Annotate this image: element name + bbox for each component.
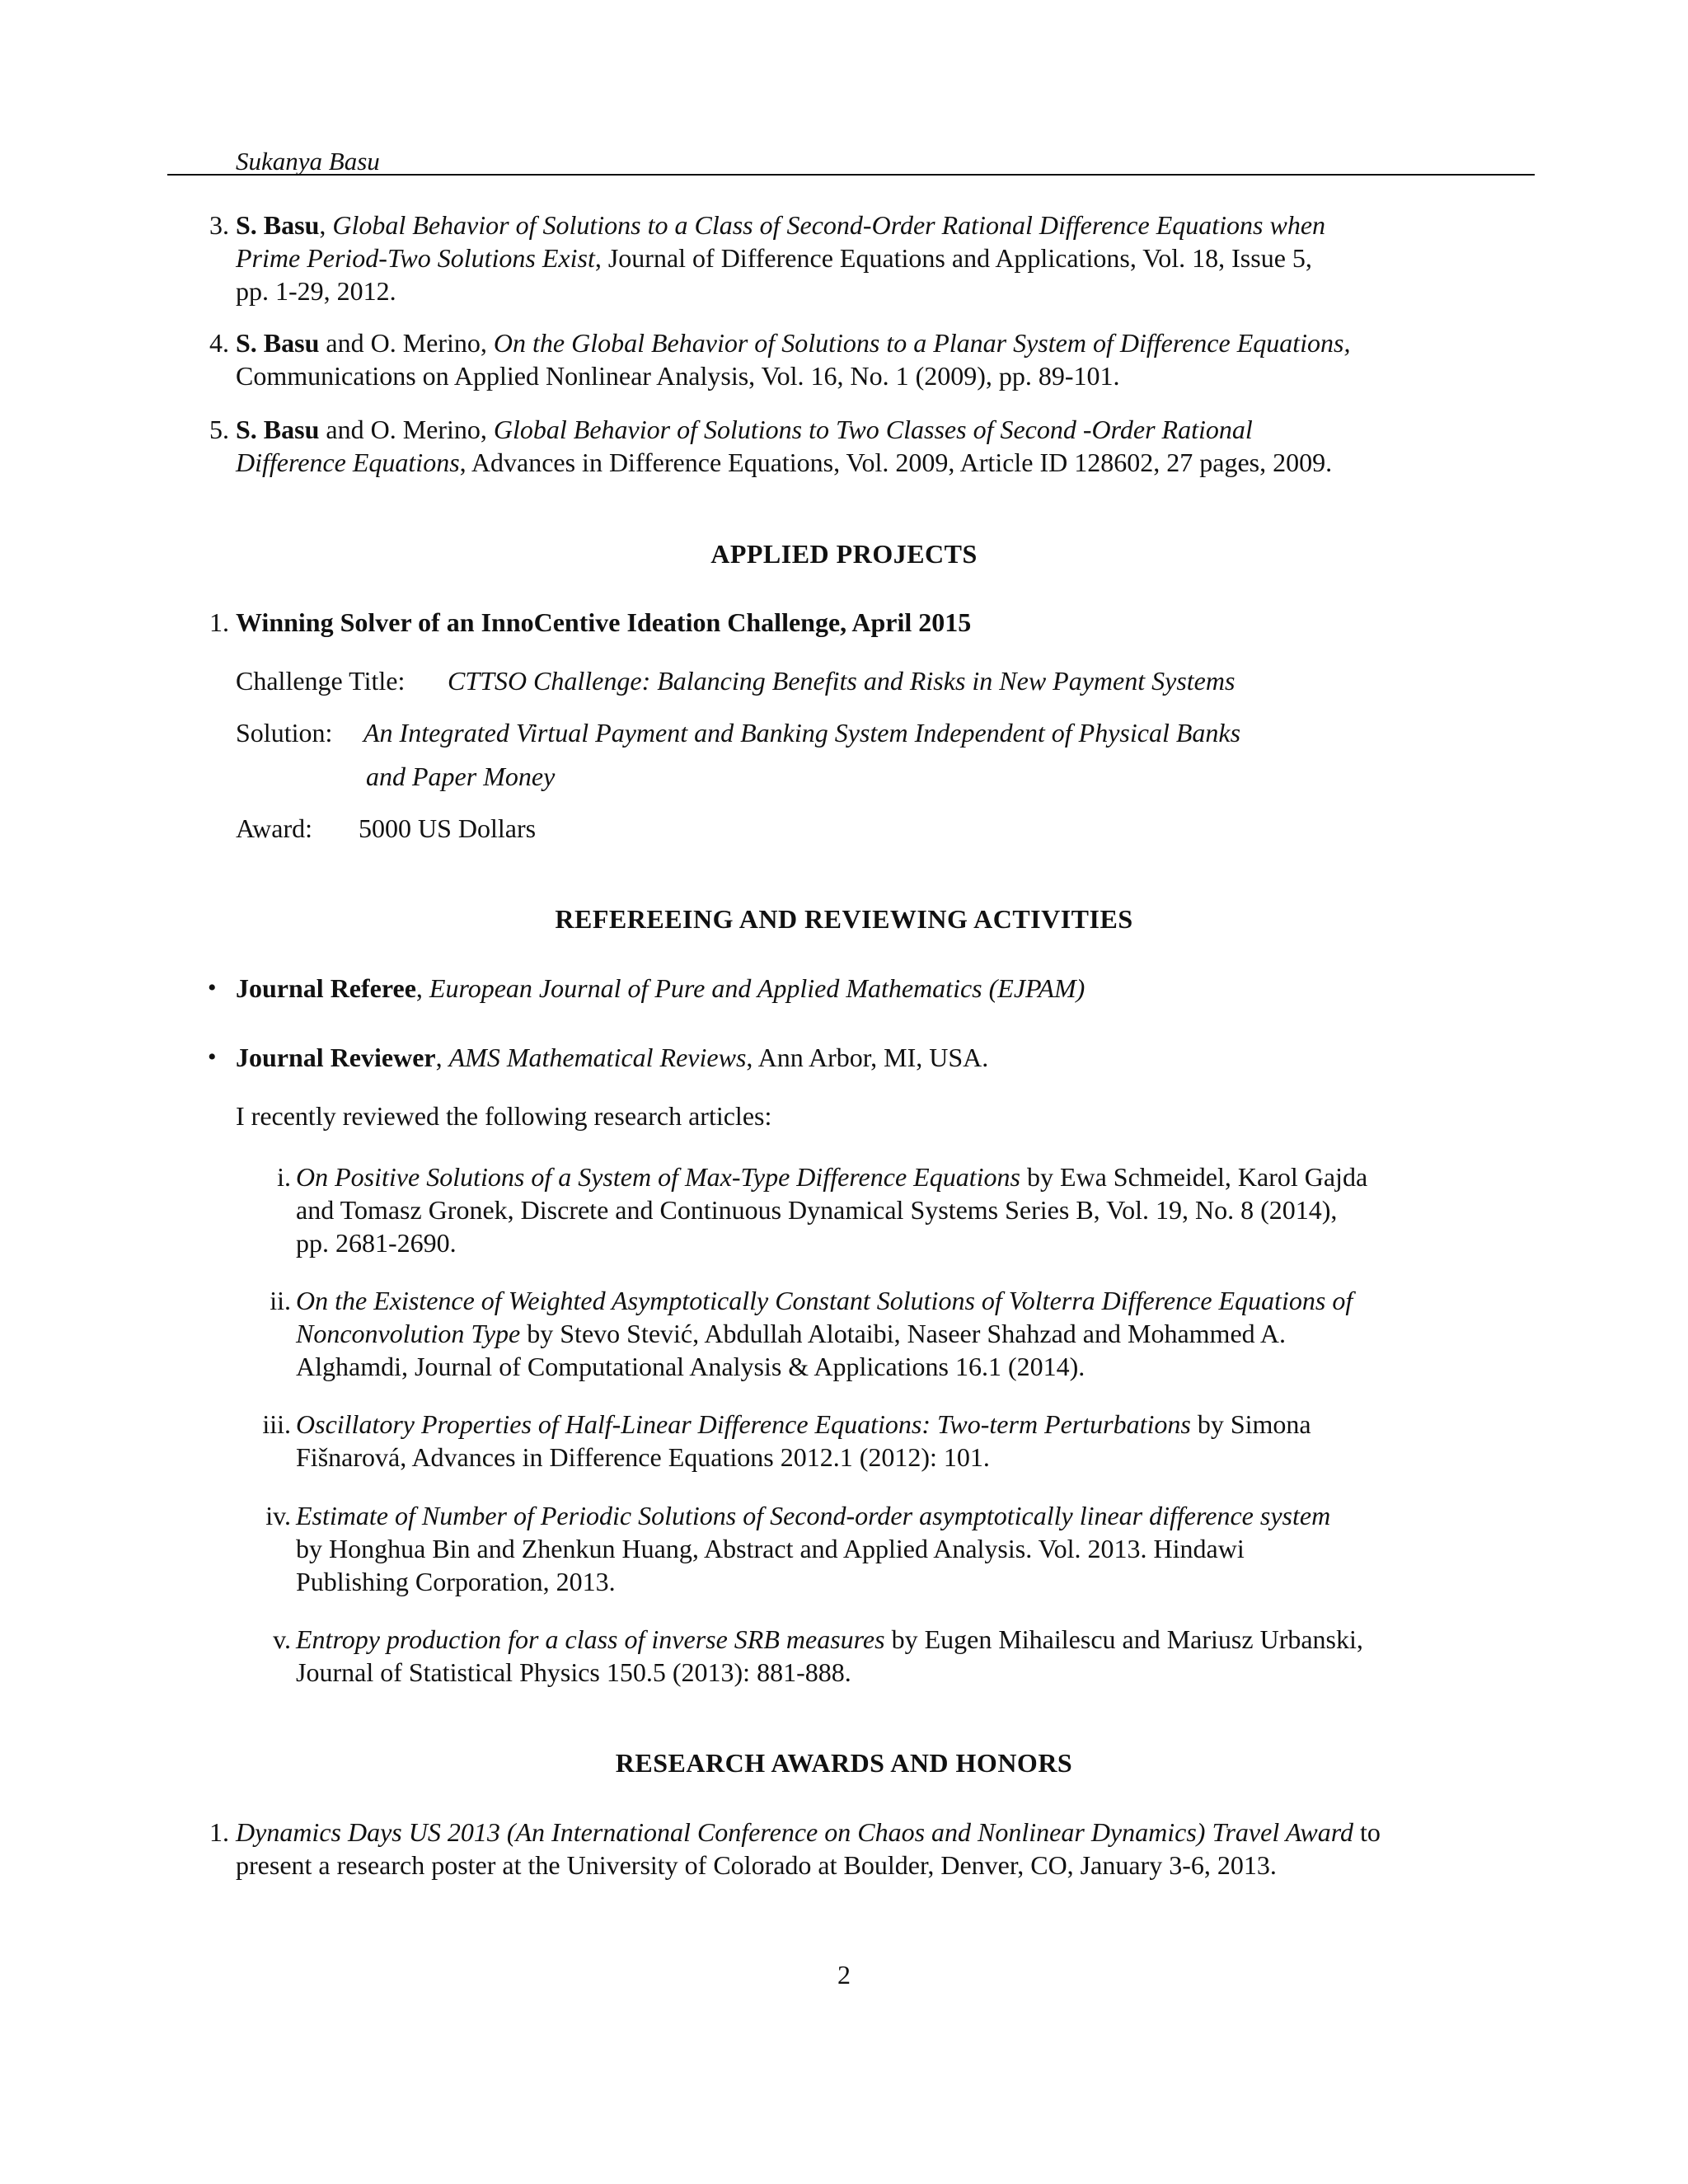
section-heading-applied-projects: APPLIED PROJECTS: [710, 539, 978, 569]
project-item: [209, 606, 1538, 639]
publication-venue: , Advances in Difference Equations, Vol. 2009, Article ID 128602, 27 pages, 2009.: [459, 448, 1333, 477]
project-title: Winning Solver of an InnoCentive Ideation Challenge, April 2015: [236, 607, 972, 637]
section-heading-awards: RESEARCH AWARDS AND HONORS: [615, 1748, 1073, 1778]
item-number: 5.: [209, 415, 229, 444]
article-numeral: iv.: [265, 1501, 291, 1530]
page-number: 2: [837, 1960, 851, 1990]
reviewer-place: , Ann Arbor, MI, USA.: [746, 1043, 989, 1072]
author-name: S. Basu: [236, 210, 320, 240]
reviewer-bullet-item: • Journal Reviewer, AMS Mathematical Reviews, Ann Arbor, MI, USA.: [208, 1043, 989, 1072]
publication-venue: , Journal of Difference Equations and Applications, Vol. 18, Issue 5,: [594, 243, 1312, 273]
article-numeral: ii.: [270, 1286, 291, 1315]
challenge-value: CTTSO Challenge: Balancing Benefits and Risks in New Payment Systems: [448, 666, 1236, 696]
bullet-icon: •: [208, 1043, 217, 1071]
referee-role: Journal Referee: [236, 973, 416, 1003]
reviewer-role: Journal Reviewer: [236, 1043, 436, 1072]
publication-title-cont: Prime Period-Two Solutions Exist: [236, 243, 595, 273]
award-title: Dynamics Days US 2013 (An International Conference on Chaos and Nonlinear Dynamics) Travel Award: [236, 1817, 1354, 1847]
article-title: Estimate of Number of Periodic Solutions of Second-order asymptotically linear difference system: [296, 1501, 1331, 1530]
article-numeral: i.: [277, 1162, 291, 1192]
reviewed-article: v. Entropy production for a class of inverse SRB measures by Eugen Mihailescu and Mariusz Urbanski, Journal of Statistical Physics 150.5 (2013): 881-888.: [296, 1623, 1532, 1689]
award-label: Award:: [236, 813, 313, 843]
reviewed-articles-intro: I recently reviewed the following research articles:: [236, 1101, 772, 1131]
publication-title: Global Behavior of Solutions to Two Classes of Second -Order Rational: [493, 415, 1253, 444]
article-title: Oscillatory Properties of Half-Linear Difference Equations: Two-term Perturbations: [296, 1409, 1191, 1439]
project-solution-row: [236, 716, 1538, 791]
publication-item: 5. S. Basu and O. Merino, Global Behavior of Solutions to Two Classes of Second -Order Rational Difference Equations, Advances in Difference Equations, Vol. 2009, Article ID 128602, 27 pages, 2009.: [236, 413, 1538, 479]
section-heading-refereeing: REFEREEING AND REVIEWING ACTIVITIES: [555, 904, 1133, 934]
publication-item: 4. S. Basu and O. Merino, On the Global Behavior of Solutions to a Planar System of Difference Equations, Communications on Applied Nonlinear Analysis, Vol. 16, No. 1 (2009), pp. 89-101.: [236, 326, 1538, 392]
reviewed-article: iii. Oscillatory Properties of Half-Linear Difference Equations: Two-term Perturbations by Simona Fišnarová, Advances in Difference Equations 2012.1 (2012): 101.: [296, 1408, 1532, 1474]
article-title-cont: Nonconvolution Type: [296, 1319, 521, 1348]
article-numeral: iii.: [262, 1409, 291, 1439]
solution-label: Solution:: [236, 718, 333, 748]
award-value: 5000 US Dollars: [359, 813, 537, 843]
item-number: 1.: [209, 1817, 229, 1847]
item-number: 1.: [209, 607, 229, 637]
referee-journal: European Journal of Pure and Applied Mathematics (EJPAM): [429, 973, 1085, 1003]
item-number: 4.: [209, 328, 229, 358]
project-award-row: [236, 812, 1538, 845]
reviewer-venue: AMS Mathematical Reviews: [448, 1043, 747, 1072]
article-title: Entropy production for a class of inverse SRB measures: [296, 1624, 885, 1654]
publication-venue: Communications on Applied Nonlinear Analysis, Vol. 16, No. 1 (2009), pp. 89-101.: [236, 361, 1120, 391]
article-title: On Positive Solutions of a System of Max-Type Difference Equations: [296, 1162, 1020, 1192]
solution-value-cont: and Paper Money: [366, 762, 556, 791]
solution-value: An Integrated Virtual Payment and Banking System Independent of Physical Banks: [363, 718, 1241, 748]
challenge-label: Challenge Title:: [236, 666, 406, 696]
bullet-icon: •: [208, 974, 217, 1001]
header-rule: [167, 174, 1535, 176]
publication-pages: pp. 1-29, 2012.: [236, 276, 396, 306]
project-challenge-row: [236, 664, 1538, 697]
reviewed-article: ii. On the Existence of Weighted Asymptotically Constant Solutions of Volterra Difference Equations of Nonconvolution Type by Stevo Stević, Abdullah Alotaibi, Naseer Shahzad and Mohammed A. Alghamdi, Journal of Computational Analysis & Applications 16.1 (2014).: [296, 1284, 1532, 1383]
publication-title: Global Behavior of Solutions to a Class of Second-Order Rational Difference Equations when: [332, 210, 1326, 240]
author-name: S. Basu: [236, 415, 320, 444]
reviewed-article: i. On Positive Solutions of a System of Max-Type Difference Equations by Ewa Schmeidel, Karol Gajda and Tomasz Gronek, Discrete and Continuous Dynamical Systems Series B, Vol. 19, No. 8 (2014), pp. 2681-2690.: [296, 1160, 1532, 1259]
award-item: 1. Dynamics Days US 2013 (An International Conference on Chaos and Nonlinear Dynamics) Travel Award to present a research poster at the University of Colorado at Boulder, Denver, CO, January 3-6, 2013.: [236, 1816, 1538, 1882]
running-header-name: Sukanya Basu: [236, 147, 380, 176]
publication-item: 3. S. Basu, Global Behavior of Solutions to a Class of Second-Order Rational Difference Equations when Prime Period-Two Solutions Exist, Journal of Difference Equations and Applications, Vol. 18, Issue 5, pp. 1-29, 2012.: [236, 209, 1538, 307]
article-numeral: v.: [273, 1624, 291, 1654]
author-name: S. Basu: [236, 328, 320, 358]
article-title: On the Existence of Weighted Asymptotically Constant Solutions of Volterra Difference Equations of: [296, 1286, 1353, 1315]
referee-bullet-item: • Journal Referee, European Journal of Pure and Applied Mathematics (EJPAM): [208, 973, 1085, 1003]
item-number: 3.: [209, 210, 229, 240]
publication-title: On the Global Behavior of Solutions to a Planar System of Difference Equations,: [493, 328, 1351, 358]
publication-title-cont: Difference Equations: [236, 448, 460, 477]
reviewed-article: iv. Estimate of Number of Periodic Solutions of Second-order asymptotically linear difference system by Honghua Bin and Zhenkun Huang, Abstract and Applied Analysis. Vol. 2013. Hindawi Publishing Corporation, 2013.: [296, 1499, 1532, 1598]
